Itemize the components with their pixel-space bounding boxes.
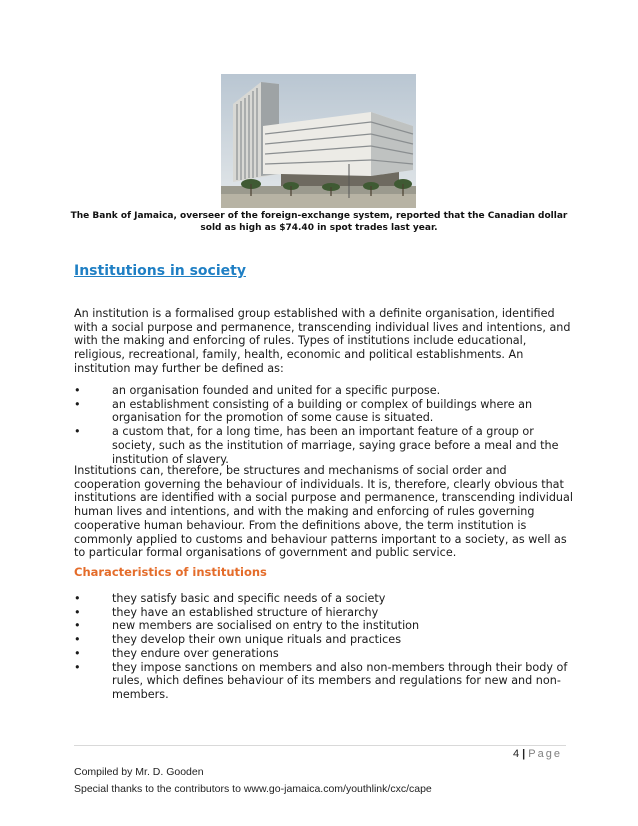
intro-paragraph xyxy=(74,307,574,376)
intro-text: An institution is a formalised group established with a definite organisation, identified with a social purpose and permanence, transcending individual lives and intentions, and with the making and enforcing of rules. Types of institutions include educational, religious, recreational, family, health, economic and political establishments. An institution may further be defined as: xyxy=(74,307,571,375)
list-item xyxy=(74,592,574,606)
bullet-icon: • xyxy=(74,660,81,674)
section-heading[interactable]: Institutions in society xyxy=(74,263,246,279)
body-paragraph xyxy=(74,464,574,560)
page-word: Page xyxy=(528,748,562,760)
list-item-text: they satisfy basic and specific needs of a society xyxy=(112,592,386,605)
bullet-icon: • xyxy=(74,384,81,397)
list-item xyxy=(74,633,574,647)
bullet-icon: • xyxy=(74,646,81,660)
bullet-icon: • xyxy=(74,592,81,605)
definition-list xyxy=(74,384,574,466)
list-item xyxy=(74,647,574,661)
bullet-icon: • xyxy=(74,425,81,439)
bullet-icon: • xyxy=(74,633,81,647)
photo-caption: The Bank of Jamaica, overseer of the foreign-exchange system, reported that the Canadian dollar sold as high as $74.40 in spot trades last year. xyxy=(70,211,568,233)
list-item-text: new members are socialised on entry to the institution xyxy=(112,619,420,633)
list-item xyxy=(74,425,574,466)
footer-thanks: Special thanks to the contributors to www.go-jamaica.com/youthlink/cxc/cape xyxy=(74,783,432,795)
list-item-text: they endure over generations xyxy=(112,646,279,660)
list-item-text: they impose sanctions on members and also non-members through their body of rules, which defines behaviour of its members and regulations for new and non-members. xyxy=(112,660,568,701)
bullet-icon: • xyxy=(74,619,81,633)
body-paragraph-text: Institutions can, therefore, be structures and mechanisms of social order and cooperation governing the behaviour of individuals. It is, therefore, clearly obvious that institutions are identified with a social purpose and permanence, transcending individual human lives and intentions, and with the making and enforcing of rules governing cooperative human behaviour. From the definitions above, the term institution is commonly applied to customs and behaviour patterns important to a society, as well as to particular formal organisations of government and public service. xyxy=(74,464,573,560)
page-separator: | xyxy=(522,748,526,760)
list-item-text: an organisation founded and united for a specific purpose. xyxy=(112,384,441,397)
list-item-text: a custom that, for a long time, has been an important feature of a group or society, such as the institution of marriage, saying grace before a meal and the institution of slavery. xyxy=(112,425,559,466)
list-item-text: an establishment consisting of a building or complex of buildings where an organisation for the promotion of some cause is situated. xyxy=(112,397,533,425)
list-item xyxy=(74,619,574,633)
footer-divider xyxy=(74,745,566,746)
characteristics-heading: Characteristics of institutions xyxy=(74,565,267,579)
bullet-icon: • xyxy=(74,397,81,411)
page-number-value: 4 xyxy=(512,748,520,760)
bullet-icon: • xyxy=(74,605,81,619)
list-item xyxy=(74,384,574,398)
bank-of-jamaica-photo xyxy=(221,74,416,208)
footer-compiled-by: Compiled by Mr. D. Gooden xyxy=(74,766,204,778)
page-footer xyxy=(74,764,432,798)
list-item-text: they develop their own unique rituals and practices xyxy=(112,633,402,647)
characteristics-list xyxy=(74,592,574,702)
list-item xyxy=(74,661,574,702)
list-item xyxy=(74,398,574,425)
list-item-text: they have an established structure of hierarchy xyxy=(112,605,379,619)
page-number xyxy=(513,748,562,760)
list-item xyxy=(74,606,574,620)
